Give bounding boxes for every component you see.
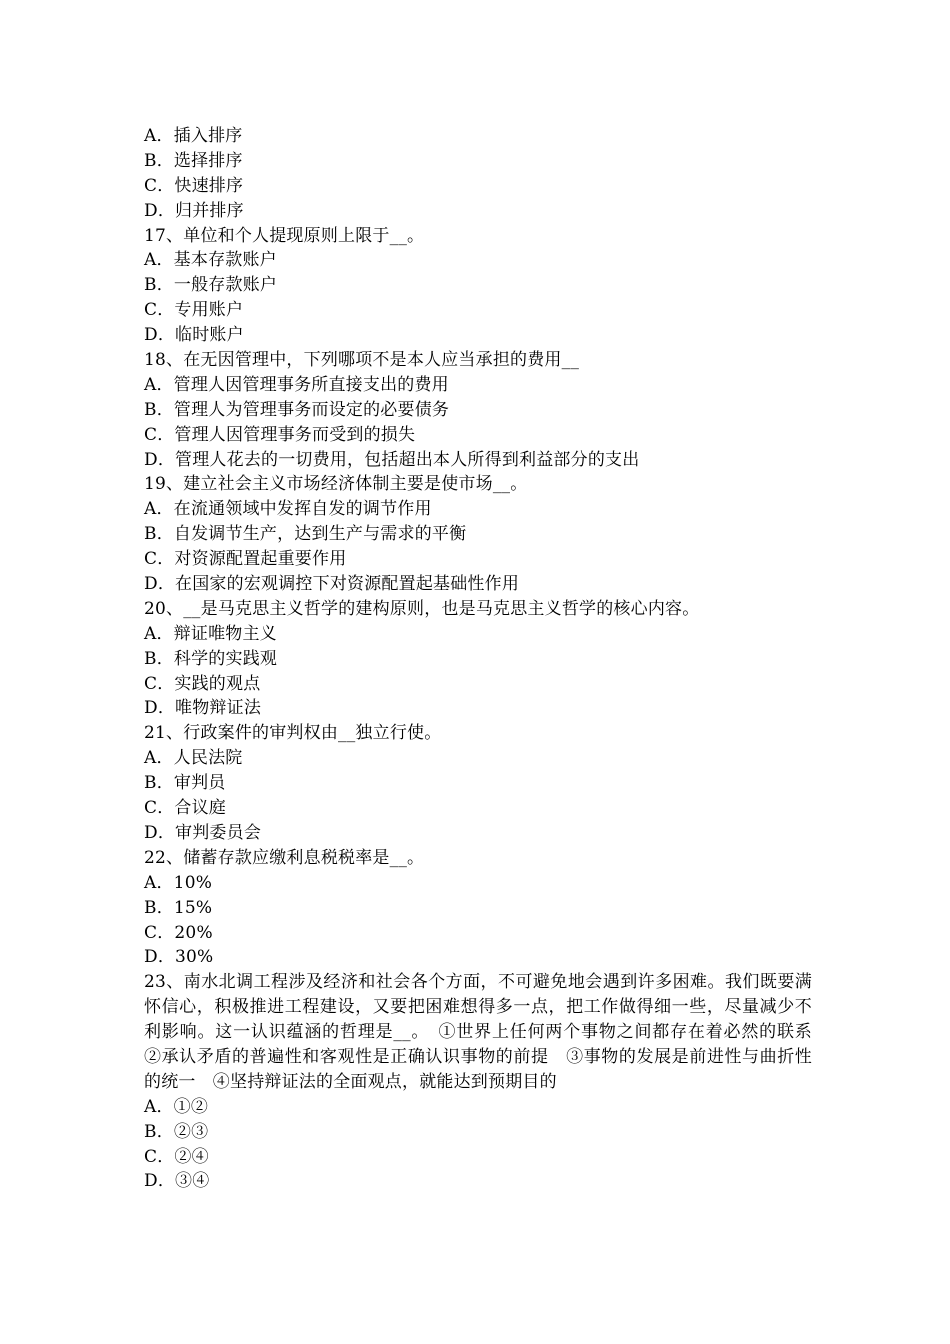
option-d-q20: D．唯物辩证法 bbox=[144, 698, 262, 719]
option-b-q22: B．15% bbox=[144, 897, 213, 918]
option-c-q21: C．合议庭 bbox=[144, 798, 227, 819]
option-b-q16: B．选择排序 bbox=[144, 150, 243, 171]
option-a-q16: A．插入排序 bbox=[144, 126, 243, 146]
option-a-q19: A．在流通领域中发挥自发的调节作用 bbox=[144, 499, 432, 520]
option-c-q19: C．对资源配置起重要作用 bbox=[144, 549, 347, 570]
question-18: 18、在无因管理中，下列哪项不是本人应当承担的费用__ bbox=[144, 350, 580, 371]
question-21: 21、行政案件的审判权由__独立行使。 bbox=[144, 723, 442, 744]
option-d-q21: D．审判委员会 bbox=[144, 822, 262, 843]
question-23: 23、南水北调工程涉及经济和社会各个方面，不可避免地会遇到许多困难。我们既要满怀信心，积极推进工程建设，又要把困难想得多一点，把工作做得细一些，尽量减少不利影响。这一认识蕴涵的哲理是__。 ①世界上任何两个事物之间都存在着必然的联系 ②承认矛盾的普遍性和客观性是正确认识事物的前提 ③事物的发展是前进性与曲折性的统一 ④坚持辩证法的全面观点，就能达到预期目的 bbox=[144, 972, 830, 1092]
option-b-q23: B．②③ bbox=[144, 1121, 209, 1142]
option-d-q17: D．临时账户 bbox=[144, 325, 244, 346]
document-page bbox=[144, 124, 830, 1194]
option-b-q19: B．自发调节生产，达到生产与需求的平衡 bbox=[144, 524, 467, 545]
option-a-q23: A．①② bbox=[144, 1096, 209, 1117]
option-d-q16: D．归并排序 bbox=[144, 200, 244, 221]
option-a-q22: A．10% bbox=[144, 872, 213, 893]
option-b-q20: B．科学的实践观 bbox=[144, 648, 278, 669]
option-c-q20: C．实践的观点 bbox=[144, 673, 261, 694]
question-19: 19、建立社会主义市场经济体制主要是使市场__。 bbox=[144, 474, 528, 495]
option-c-q22: C．20% bbox=[144, 922, 213, 943]
option-a-q21: A．人民法院 bbox=[144, 748, 243, 769]
option-d-q23: D．③④ bbox=[144, 1171, 210, 1192]
option-b-q21: B．审判员 bbox=[144, 773, 226, 794]
option-d-q22: D．30% bbox=[144, 947, 214, 968]
option-b-q18: B．管理人为管理事务而设定的必要债务 bbox=[144, 399, 450, 420]
question-22: 22、储蓄存款应缴利息税税率是__。 bbox=[144, 847, 425, 868]
question-17: 17、单位和个人提现原则上限于__。 bbox=[144, 225, 425, 246]
option-a-q20: A．辩证唯物主义 bbox=[144, 623, 277, 644]
option-d-q19: D．在国家的宏观调控下对资源配置起基础性作用 bbox=[144, 574, 520, 595]
option-a-q18: A．管理人因管理事务所直接支出的费用 bbox=[144, 374, 449, 395]
option-a-q17: A．基本存款账户 bbox=[144, 250, 277, 271]
option-c-q18: C．管理人因管理事务而受到的损失 bbox=[144, 424, 416, 445]
option-c-q17: C．专用账户 bbox=[144, 300, 244, 321]
option-b-q17: B．一般存款账户 bbox=[144, 275, 278, 296]
option-c-q23: C．②④ bbox=[144, 1146, 209, 1167]
option-d-q18: D．管理人花去的一切费用，包括超出本人所得到利益部分的支出 bbox=[144, 449, 640, 470]
option-c-q16: C．快速排序 bbox=[144, 175, 244, 196]
question-20: 20、__是马克思主义哲学的建构原则，也是马克思主义哲学的核心内容。 bbox=[144, 598, 700, 619]
